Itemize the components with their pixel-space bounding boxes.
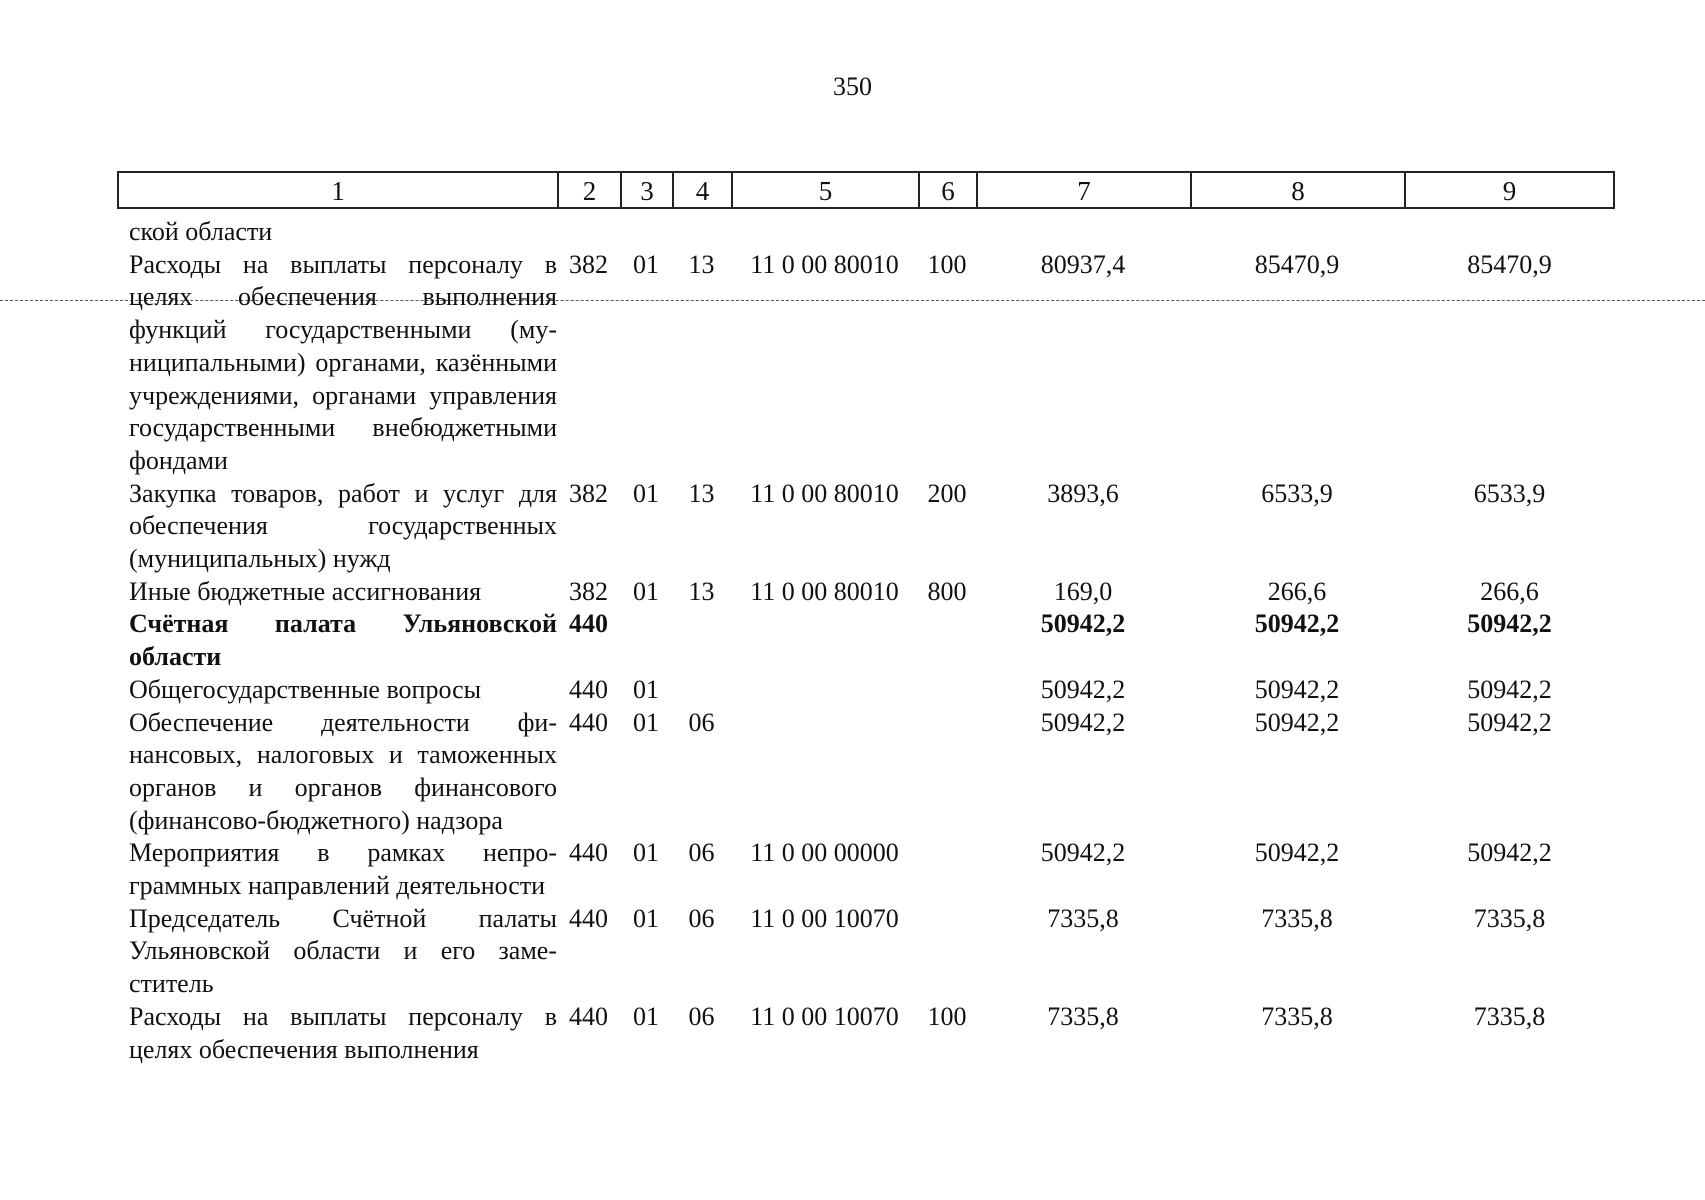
section-code: 01 [633, 478, 659, 508]
target-article-code: 11 0 00 80010 [750, 478, 899, 508]
amount-col-7 [976, 216, 1190, 249]
expense-type-code [918, 903, 976, 1001]
ministry-code: 382 [569, 576, 608, 606]
amount-col-7: 7335,8 [1047, 903, 1119, 933]
amount-col-9: 7335,8 [1473, 903, 1546, 933]
ministry-code [557, 216, 620, 249]
amount-col-7: 80937,4 [1040, 249, 1126, 279]
amount-col-7: 7335,8 [1047, 1001, 1119, 1031]
subsection-code: 13 [688, 576, 715, 606]
amount-col-7: 50942,2 [1040, 674, 1126, 704]
target-article-code [731, 608, 918, 673]
target-article-code [731, 707, 918, 838]
expense-type-code [918, 837, 976, 902]
expense-type-code [918, 608, 976, 673]
expense-type-code: 100 [927, 1001, 967, 1031]
amount-col-9: 266,6 [1480, 576, 1539, 606]
ministry-code: 382 [569, 478, 608, 508]
row-description: Расходы на выплаты персоналу в целях обеспечения выполнения [129, 1001, 557, 1064]
table-row [117, 837, 1615, 902]
section-code: 01 [633, 674, 659, 704]
column-header-8: 8 [1192, 173, 1406, 207]
amount-col-7: 50942,2 [1040, 609, 1126, 639]
column-header-row [117, 171, 1615, 209]
table-row [117, 608, 1615, 673]
ministry-code: 440 [569, 707, 608, 737]
amount-col-8: 85470,9 [1254, 249, 1340, 279]
amount-col-9 [1404, 216, 1615, 249]
subsection-code: 13 [688, 478, 715, 508]
table-row [117, 903, 1615, 1001]
expense-type-code: 100 [927, 249, 967, 279]
amount-col-8: 6533,9 [1261, 478, 1333, 508]
row-description: Председатель Счётной палаты Ульяновской области и его заместитель [129, 903, 557, 999]
section-code: 01 [633, 249, 659, 279]
section-code [620, 216, 672, 249]
ministry-code: 440 [569, 903, 608, 933]
column-header-5: 5 [733, 173, 920, 207]
table-row [117, 707, 1615, 838]
budget-table-body [117, 216, 1615, 1066]
amount-col-9: 6533,9 [1473, 478, 1546, 508]
amount-col-8: 50942,2 [1254, 838, 1340, 868]
amount-col-8: 266,6 [1267, 576, 1327, 606]
target-article-code: 11 0 00 80010 [750, 249, 899, 279]
ministry-code: 440 [569, 609, 608, 639]
expense-type-code [918, 674, 976, 707]
expense-type-code [918, 216, 976, 249]
column-header-3: 3 [622, 173, 674, 207]
table-row [117, 576, 1615, 609]
section-code: 01 [633, 838, 659, 868]
amount-col-9: 50942,2 [1467, 707, 1552, 737]
row-description: ской области [129, 217, 273, 246]
amount-col-8: 50942,2 [1254, 674, 1340, 704]
amount-col-7: 50942,2 [1040, 838, 1126, 868]
section-code: 01 [633, 1001, 659, 1031]
row-description: Расходы на выплаты персоналу в целях обеспечения выполнения функций государственными (муниципальными) органами, казёнными учреждениями, органами управления государственными внебюджетными фондами [129, 249, 557, 475]
subsection-code [672, 674, 731, 707]
table-row [117, 1001, 1615, 1066]
amount-col-9: 7335,8 [1473, 1001, 1546, 1031]
subsection-code: 06 [688, 903, 715, 933]
target-article-code: 11 0 00 10070 [750, 1001, 899, 1031]
table-row [117, 674, 1615, 707]
table-row [117, 478, 1615, 576]
column-header-7: 7 [978, 173, 1192, 207]
amount-col-7: 169,0 [1053, 576, 1113, 606]
ministry-code: 440 [569, 1001, 608, 1031]
page-number: 350 [833, 72, 872, 101]
target-article-code: 11 0 00 80010 [750, 576, 899, 606]
column-header-1: 1 [119, 173, 559, 207]
subsection-code [672, 216, 731, 249]
section-code: 01 [633, 903, 659, 933]
subsection-code [672, 608, 731, 673]
target-article-code [731, 216, 918, 249]
table-row [117, 249, 1615, 478]
column-header-2: 2 [559, 173, 622, 207]
amount-col-9: 85470,9 [1467, 249, 1552, 279]
expense-type-code: 200 [927, 478, 967, 508]
target-article-code [731, 674, 918, 707]
ministry-code: 440 [569, 838, 608, 868]
row-description: Мероприятия в рамках непрограммных направлений деятельности [129, 838, 557, 901]
expense-type-code [918, 707, 976, 838]
amount-col-9: 50942,2 [1467, 674, 1552, 704]
subsection-code: 13 [688, 249, 715, 279]
target-article-code: 11 0 00 00000 [750, 838, 899, 868]
column-header-4: 4 [674, 173, 733, 207]
subsection-code: 06 [688, 838, 715, 868]
amount-col-8: 7335,8 [1261, 903, 1333, 933]
amount-col-8 [1190, 216, 1404, 249]
amount-col-8: 7335,8 [1261, 1001, 1333, 1031]
target-article-code: 11 0 00 10070 [750, 903, 899, 933]
column-header-6: 6 [920, 173, 978, 207]
section-code [620, 608, 672, 673]
ministry-code: 440 [569, 674, 608, 704]
subsection-code: 06 [688, 707, 715, 737]
ministry-code: 382 [569, 249, 608, 279]
column-header-9: 9 [1502, 176, 1517, 206]
amount-col-8: 50942,2 [1254, 707, 1340, 737]
subsection-code: 06 [688, 1001, 715, 1031]
amount-col-9: 50942,2 [1467, 838, 1552, 868]
expense-type-code: 800 [927, 576, 967, 606]
row-description: Обеспечение деятельности финансовых, налоговых и таможенных органов и органов финансового (финансово-бюджетного) надзора [129, 707, 557, 835]
section-code: 01 [633, 576, 659, 606]
amount-col-8: 50942,2 [1254, 609, 1340, 639]
row-description: Иные бюджетные ассигнования [129, 576, 482, 606]
amount-col-9: 50942,2 [1467, 609, 1552, 639]
row-description: Общегосударственные вопросы [129, 674, 482, 704]
amount-col-7: 3893,6 [1047, 478, 1119, 508]
row-description: Счётная палата Ульяновской области [129, 609, 557, 672]
amount-col-7: 50942,2 [1040, 707, 1126, 737]
row-description: Закупка товаров, работ и услуг для обеспечения государственных (муниципальных) нужд [129, 478, 557, 574]
table-row [117, 216, 1615, 249]
section-code: 01 [633, 707, 659, 737]
